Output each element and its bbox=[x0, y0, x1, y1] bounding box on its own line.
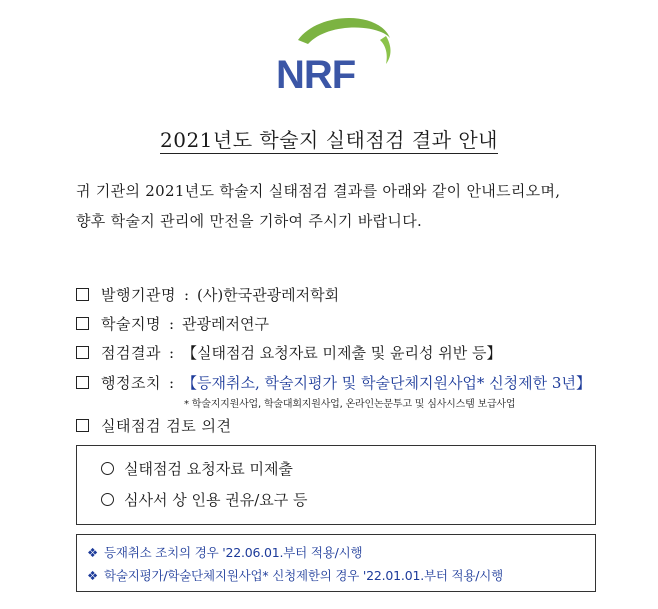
action-footnote: * 학술지지원사업, 학술대회지원사업, 온라인논문투고 및 심사시스템 보급사업 bbox=[184, 399, 516, 410]
item-result: 점검결과 : 【실태점검 요청자료 미제출 및 윤리성 위반 등】 bbox=[76, 342, 501, 363]
item-opinion: 실태점검 검토 의견 bbox=[76, 415, 231, 436]
opinion-box bbox=[76, 445, 596, 525]
diamond-bullet-icon: ❖ bbox=[87, 568, 99, 583]
checkbox-icon bbox=[76, 376, 89, 389]
intro-line-2: 향후 학술지 관리에 만전을 기하여 주시기 바랍니다. bbox=[76, 212, 423, 230]
logo-text: NRF bbox=[276, 53, 356, 95]
checkbox-icon bbox=[76, 317, 89, 330]
effective-date-notice bbox=[76, 534, 596, 592]
intro-paragraph bbox=[76, 176, 636, 236]
item-action: 행정조치 : 【등재취소, 학술지평가 및 학술단체지원사업* 신청제한 3년】 bbox=[76, 372, 591, 393]
intro-line-1: 귀 기관의 2021년도 학술지 실태점검 결과를 아래와 같이 안내드리오며, bbox=[76, 182, 561, 200]
notice-line-2: ❖ 학술지평가/학술단체지원사업* 신청제한의 경우 '22.01.01.부터 적용/시행 bbox=[87, 568, 504, 583]
diamond-bullet-icon: ❖ bbox=[87, 545, 99, 560]
opinion-item: 심사서 상 인용 권유/요구 등 bbox=[101, 489, 308, 510]
circle-bullet-icon bbox=[101, 462, 114, 475]
notice-line-1: ❖ 등재취소 조치의 경우 '22.06.01.부터 적용/시행 bbox=[87, 545, 363, 560]
page-title: 2021년도 학술지 실태점검 결과 안내 bbox=[160, 128, 498, 152]
opinion-item: 실태점검 요청자료 미제출 bbox=[101, 458, 293, 479]
action-value: 【등재취소, 학술지평가 및 학술단체지원사업* 신청제한 3년】 bbox=[182, 374, 591, 392]
item-publisher: 발행기관명 : (사)한국관광레저학회 bbox=[76, 284, 339, 305]
checkbox-icon bbox=[76, 346, 89, 359]
publisher-value: (사)한국관광레저학회 bbox=[197, 286, 340, 304]
item-journal: 학술지명 : 관광레저연구 bbox=[76, 313, 269, 334]
logo-swoosh bbox=[298, 18, 390, 44]
circle-bullet-icon bbox=[101, 493, 114, 506]
nrf-logo bbox=[268, 10, 408, 95]
journal-value: 관광레저연구 bbox=[182, 315, 269, 333]
checkbox-icon bbox=[76, 419, 89, 432]
checkbox-icon bbox=[76, 288, 89, 301]
result-value: 【실태점검 요청자료 미제출 및 윤리성 위반 등】 bbox=[182, 344, 502, 362]
